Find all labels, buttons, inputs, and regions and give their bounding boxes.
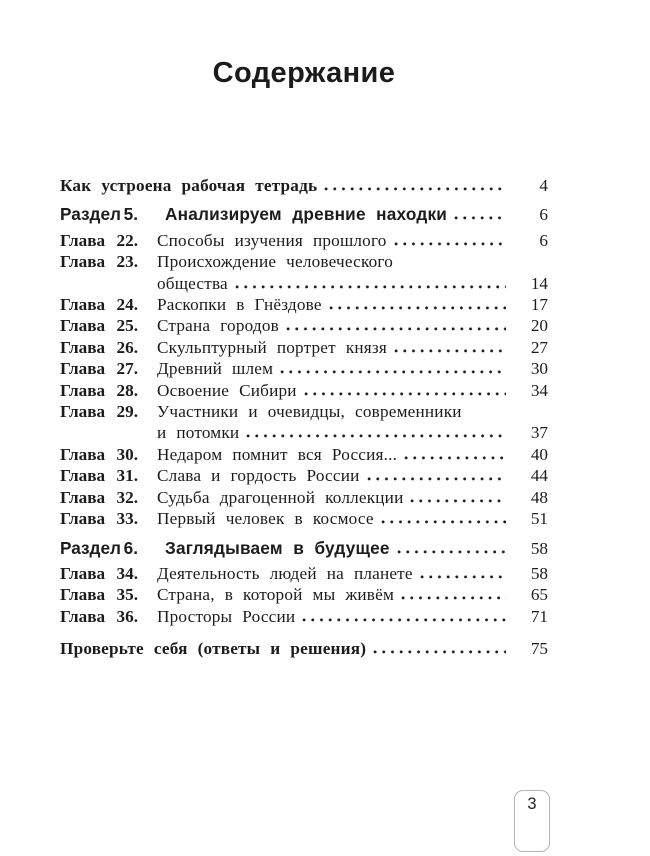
entry-number: 35. <box>116 585 138 605</box>
entry-title-text: общества <box>157 273 228 293</box>
entry-number: 34. <box>116 563 138 583</box>
entry-page-number: 4 <box>539 176 548 195</box>
entry-heading <box>60 508 138 529</box>
entry-title-block <box>138 584 548 605</box>
entry-page-number: 65 <box>530 585 548 605</box>
entry-label: Глава <box>60 252 106 272</box>
entry-line <box>60 638 548 659</box>
entry-line <box>157 358 548 379</box>
entry-label: Раздел <box>60 204 121 225</box>
entry-label: Глава <box>60 509 106 529</box>
dot-leader <box>367 477 506 481</box>
entry-heading <box>60 401 138 422</box>
toc-row-chapter <box>60 337 548 358</box>
entry-title-text: Проверьте себя (ответы и решения) <box>60 639 367 659</box>
entry-page-number: 6 <box>539 205 548 225</box>
dot-leader <box>410 499 506 503</box>
entry-title-text: Страна, в которой мы живём <box>157 585 395 605</box>
entry-line <box>157 315 548 336</box>
toc-row-chapter <box>60 401 548 444</box>
entry-line <box>157 294 548 315</box>
entry-label: Глава <box>60 585 106 605</box>
entry-line <box>157 401 548 422</box>
entry-title-block <box>138 230 548 251</box>
entry-heading <box>60 538 138 559</box>
page-content <box>60 0 548 660</box>
entry-title-block <box>60 175 548 196</box>
entry-title-block <box>138 444 548 465</box>
entry-title-text: Скульптурный портрет князя <box>157 337 387 357</box>
entry-label: Глава <box>60 563 106 583</box>
entry-title-text: Деятельность людей на планете <box>157 563 413 583</box>
entry-line <box>157 487 548 508</box>
entry-number: 6. <box>123 537 138 558</box>
entry-number: 36. <box>116 606 138 626</box>
toc-row-chapter <box>60 508 548 529</box>
dot-leader <box>404 456 506 460</box>
dot-leader <box>302 618 506 622</box>
entry-line <box>157 251 548 272</box>
dot-leader <box>381 520 506 524</box>
entry-label: Глава <box>60 402 106 422</box>
toc-row-chapter <box>60 358 548 379</box>
entry-title-block <box>138 563 548 584</box>
entry-heading <box>60 584 138 605</box>
entry-heading <box>60 380 138 401</box>
entry-heading <box>60 315 138 336</box>
dot-leader <box>304 392 506 396</box>
toc-row-chapter <box>60 251 548 294</box>
entry-title-block <box>138 606 548 627</box>
entry-heading <box>60 251 138 272</box>
entry-line <box>157 380 548 401</box>
dot-leader <box>397 550 506 554</box>
entry-page-number: 40 <box>530 444 548 464</box>
entry-title-text: Способы изучения прошлого <box>157 230 387 250</box>
entry-number: 30. <box>116 444 138 464</box>
entry-heading <box>60 230 138 251</box>
entry-line <box>157 465 548 486</box>
entry-line <box>157 444 548 465</box>
entry-page-number: 34 <box>530 380 548 400</box>
entry-title-text: Первый человек в космосе <box>157 509 374 529</box>
dot-leader <box>394 349 506 353</box>
entry-page-number: 37 <box>530 423 548 443</box>
entry-title-text: Происхождение человеческого <box>157 252 394 272</box>
entry-title-text: Участники и очевидцы, современники <box>157 402 462 422</box>
page-number-box <box>514 790 550 852</box>
entry-page-number: 14 <box>530 273 548 293</box>
toc-row-chapter <box>60 465 548 486</box>
entry-heading <box>60 563 138 584</box>
entry-number: 23. <box>116 252 138 272</box>
entry-heading <box>60 294 138 315</box>
entry-heading <box>60 204 138 225</box>
dot-leader <box>329 306 506 310</box>
entry-title-block <box>138 465 548 486</box>
entry-title-text: Слава и гордость России <box>157 466 360 486</box>
dot-leader <box>324 187 506 191</box>
entry-title-text: и потомки <box>157 423 240 443</box>
entry-page-number: 6 <box>539 230 548 250</box>
entry-title-text: Просторы России <box>157 606 296 626</box>
entry-title-block <box>138 538 548 559</box>
entry-page-number: 30 <box>530 359 548 379</box>
entry-line <box>60 175 548 196</box>
entry-label: Глава <box>60 230 106 250</box>
entry-title-block <box>138 251 548 294</box>
dot-leader <box>420 575 506 579</box>
toc-row-section <box>60 204 548 225</box>
entry-title-text: Заглядываем в будущее <box>165 537 390 558</box>
entry-title-block <box>138 358 548 379</box>
entry-heading <box>60 487 138 508</box>
entry-label: Глава <box>60 466 106 486</box>
entry-title-block <box>138 508 548 529</box>
entry-number: 28. <box>116 380 138 400</box>
entry-line <box>157 606 548 627</box>
entry-title-text: Как устроена рабочая тетрадь <box>60 176 318 195</box>
entry-title-block <box>138 401 548 444</box>
entry-title-block <box>138 204 548 225</box>
entry-line <box>157 230 548 251</box>
entry-number: 26. <box>116 337 138 357</box>
entry-label: Раздел <box>60 537 121 558</box>
dot-leader <box>246 434 506 438</box>
entry-line <box>157 273 548 294</box>
entry-title-text: Анализируем древние находки <box>165 204 448 225</box>
entry-page-number: 58 <box>530 563 548 583</box>
entry-heading <box>60 358 138 379</box>
toc-row-chapter <box>60 444 548 465</box>
toc-row-chapter <box>60 487 548 508</box>
entry-heading <box>60 444 138 465</box>
entry-title-text: Недаром помнит вся Россия... <box>157 444 398 464</box>
entry-page-number: 58 <box>530 538 548 558</box>
entry-label: Глава <box>60 359 106 379</box>
toc-row-chapter <box>60 294 548 315</box>
dot-leader <box>373 650 506 654</box>
toc-row-section <box>60 538 548 559</box>
entry-title-text: Раскопки в Гнёздове <box>157 295 322 315</box>
entry-number: 5. <box>123 204 138 225</box>
toc-row-plain <box>60 175 548 196</box>
dot-leader <box>235 285 506 289</box>
entry-title-text: Судьба драгоценной коллекции <box>157 487 404 507</box>
entry-title-block <box>138 487 548 508</box>
dot-leader <box>286 327 506 331</box>
entry-page-number: 17 <box>530 295 548 315</box>
entry-line <box>157 508 548 529</box>
toc-row-chapter <box>60 563 548 584</box>
entry-label: Глава <box>60 444 106 464</box>
entry-page-number: 71 <box>530 606 548 626</box>
toc-row-chapter <box>60 584 548 605</box>
entry-label: Глава <box>60 606 106 626</box>
toc-row-chapter <box>60 315 548 336</box>
entry-label: Глава <box>60 316 106 336</box>
entry-line <box>157 422 548 443</box>
entry-number: 27. <box>116 359 138 379</box>
entry-label: Глава <box>60 295 106 315</box>
entry-line <box>165 538 548 559</box>
entry-number: 31. <box>116 466 138 486</box>
entry-heading <box>60 465 138 486</box>
entry-line <box>157 563 548 584</box>
entry-page-number: 75 <box>530 639 548 659</box>
entry-line <box>157 584 548 605</box>
entry-label: Глава <box>60 380 106 400</box>
entry-title-block <box>138 294 548 315</box>
toc-row-chapter <box>60 230 548 251</box>
dot-leader <box>401 596 506 600</box>
toc-row-plain <box>60 638 548 659</box>
entry-page-number: 27 <box>530 337 548 357</box>
entry-title-block <box>138 315 548 336</box>
entry-page-number: 44 <box>530 466 548 486</box>
entry-heading <box>60 606 138 627</box>
entry-page-number: 48 <box>530 487 548 507</box>
entry-number: 22. <box>116 230 138 250</box>
entry-label: Глава <box>60 487 106 507</box>
toc-row-chapter <box>60 606 548 627</box>
entry-label: Глава <box>60 337 106 357</box>
page-title: Содержание <box>212 57 396 89</box>
entry-number: 24. <box>116 295 138 315</box>
entry-page-number: 51 <box>530 509 548 529</box>
entry-heading <box>60 337 138 358</box>
entry-number: 32. <box>116 487 138 507</box>
entry-number: 25. <box>116 316 138 336</box>
entry-line <box>157 337 548 358</box>
entry-number: 33. <box>116 509 138 529</box>
toc-list <box>60 175 548 660</box>
entry-title-block <box>138 380 548 401</box>
entry-page-number: 20 <box>530 316 548 336</box>
dot-leader <box>394 242 506 246</box>
toc-row-chapter <box>60 380 548 401</box>
entry-number: 29. <box>116 402 138 422</box>
dot-leader <box>280 370 506 374</box>
entry-title-text: Освоение Сибири <box>157 380 297 400</box>
entry-title-block <box>60 638 548 659</box>
entry-line <box>165 204 548 225</box>
entry-title-text: Древний шлем <box>157 359 274 379</box>
dot-leader <box>454 216 506 220</box>
page-number: 3 <box>527 795 537 813</box>
entry-title-block <box>138 337 548 358</box>
entry-title-text: Страна городов <box>157 316 279 336</box>
